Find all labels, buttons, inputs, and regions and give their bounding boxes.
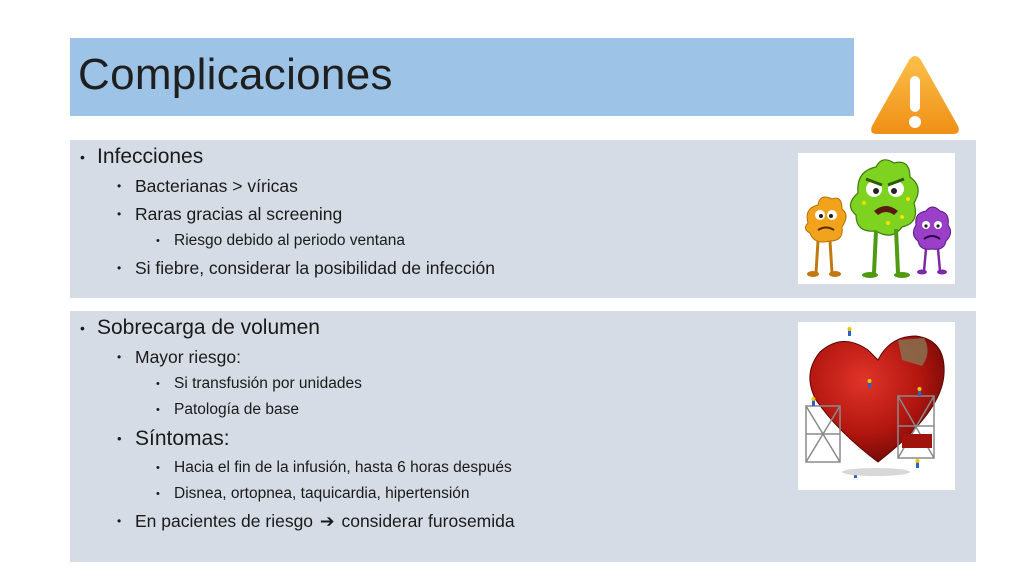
list-item: • En pacientes de riesgo ➔ considerar furosemida bbox=[70, 507, 515, 535]
list-item: • Síntomas: bbox=[117, 427, 230, 450]
list-item: • Bacterianas > víricas bbox=[117, 176, 298, 196]
heart-repair-illustration bbox=[798, 322, 955, 490]
list-item: • Si fiebre, considerar la posibilidad de infección bbox=[117, 258, 495, 278]
title-bar bbox=[70, 38, 854, 116]
symptoms-heading: Síntomas: bbox=[135, 427, 230, 450]
list-item: • Infecciones bbox=[80, 145, 204, 168]
list-item-text: considerar furosemida bbox=[341, 511, 515, 531]
slide-title: Complicaciones bbox=[78, 50, 393, 99]
list-item: • Si transfusión por unidades bbox=[156, 375, 362, 392]
list-item-text: Hacia el fin de la infusión, hasta 6 horas después bbox=[174, 459, 512, 476]
list-item: • Riesgo debido al periodo ventana bbox=[156, 232, 405, 249]
list-item: • Sobrecarga de volumen bbox=[80, 316, 320, 339]
list-item-text: Riesgo debido al periodo ventana bbox=[174, 232, 405, 249]
list-item-text: Si transfusión por unidades bbox=[174, 375, 362, 392]
list-item: • Patología de base bbox=[156, 401, 299, 418]
list-item-text: Raras gracias al screening bbox=[135, 204, 343, 224]
warning-icon bbox=[854, 34, 976, 142]
volume-overload-list bbox=[70, 313, 515, 535]
infections-list bbox=[70, 142, 495, 282]
infections-heading: Infecciones bbox=[97, 145, 204, 168]
list-item-text: Si fiebre, considerar la posibilidad de infección bbox=[135, 258, 495, 278]
list-item: • Mayor riesgo: bbox=[117, 347, 242, 367]
volume-overload-heading: Sobrecarga de volumen bbox=[97, 316, 320, 339]
list-item: • Disnea, ortopnea, taquicardia, hipertensión bbox=[156, 485, 470, 502]
list-item-text: En pacientes de riesgo bbox=[135, 511, 314, 531]
list-item: • Hacia el fin de la infusión, hasta 6 horas después bbox=[156, 459, 512, 476]
list-item-text: Disnea, ortopnea, taquicardia, hipertensión bbox=[174, 485, 470, 502]
list-item-text: Bacterianas > víricas bbox=[135, 176, 298, 196]
arrow-right-icon: ➔ bbox=[319, 511, 335, 531]
list-item-text: Patología de base bbox=[174, 401, 299, 418]
germs-illustration bbox=[798, 153, 955, 284]
list-item: • Raras gracias al screening bbox=[117, 204, 343, 224]
list-item-text: Mayor riesgo: bbox=[135, 347, 242, 367]
